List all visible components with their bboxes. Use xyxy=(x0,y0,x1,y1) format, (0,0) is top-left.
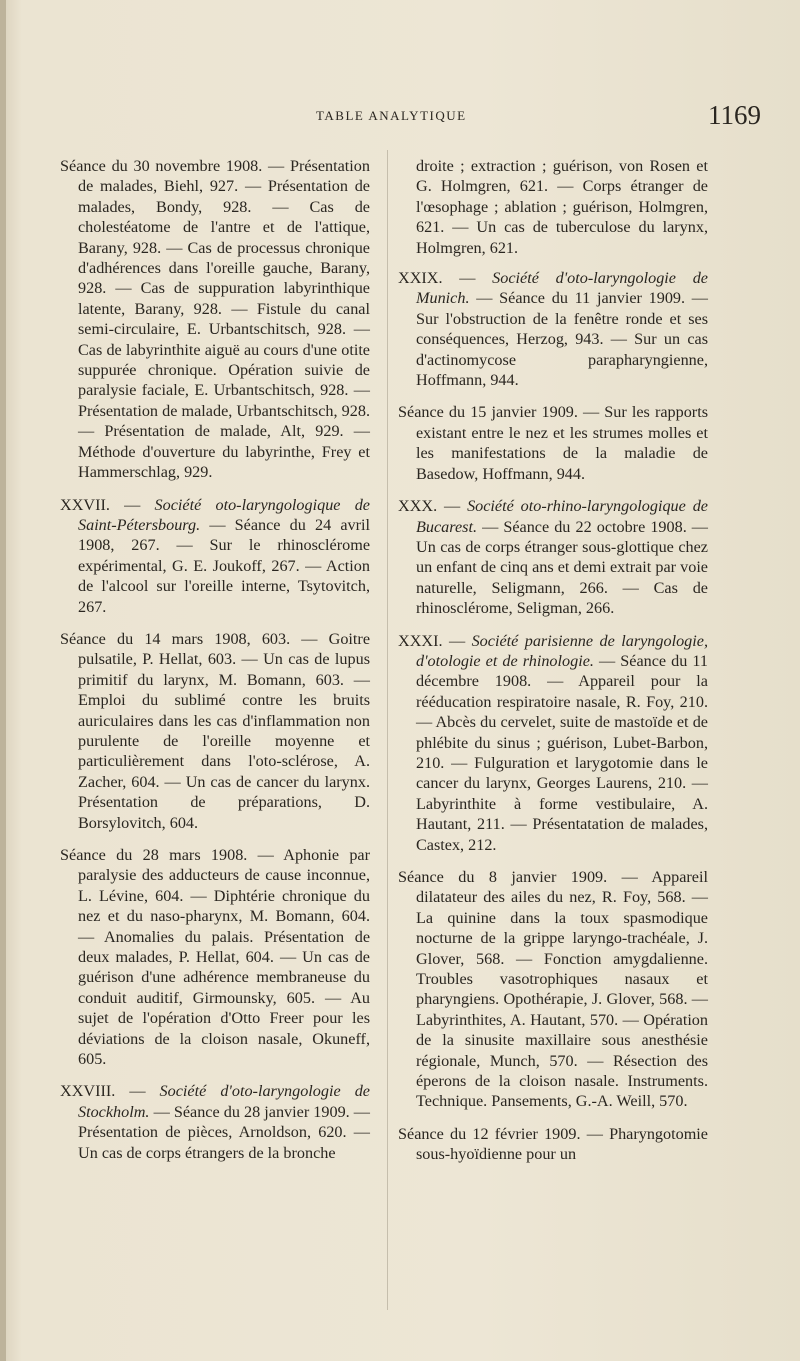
entry-paragraph: Séance du 12 février 1909. — Pharyngotomie sous-hyoïdienne pour un xyxy=(398,1124,708,1164)
running-header: TABLE ANALYTIQUE xyxy=(316,108,467,123)
column-divider xyxy=(387,150,388,1310)
page-edge xyxy=(0,0,6,1361)
left-column xyxy=(60,156,370,1175)
entry-paragraph: Séance du 14 mars 1908, 603. — Goitre pulsatile, P. Hellat, 603. — Un cas de lupus primitif du larynx, M. Bomann, 603. — Emploi du sublimé contre les bruits auriculaires dans les cas d'inflammation non purulente de l'oreille moyenne et particulièrement dans l'oto-sclérose, A. Zacher, 604. — Un cas de cancer du larynx. Présentation de préparations, D. Borsylovitch, 604. xyxy=(60,629,370,832)
section-entry: XXX. — Société oto-rhino-laryngologique de Bucarest. — Séance du 22 octobre 1908. — Un cas de corps étranger sous-glottique chez un enfant de cinq ans et demi extrait par voie naturelle, Seligmann, 266. — Cas de rhinosclérome, Seligman, 266. xyxy=(398,497,708,618)
right-column xyxy=(398,156,708,1177)
society-name: Société oto-rhino-laryngologique de Bucarest. xyxy=(416,497,708,536)
page-number: 1169 xyxy=(708,100,761,130)
society-name: Société d'oto-laryngologie de Munich. xyxy=(416,269,708,308)
society-name: Société parisienne de laryngologie, d'otologie et de rhinologie. xyxy=(416,631,709,670)
society-name: Société oto-laryngologique de Saint-Pétersbourg. xyxy=(78,495,370,534)
entry-continuation: droite ; extraction ; guérison, von Rosen et G. Holmgren, 621. — Corps étranger de l'œsophage ; ablation ; guérison, Holmgren, 621. — Un cas de tuberculose du larynx, Holmgren, 621. xyxy=(416,157,708,257)
entry-paragraph: Séance du 8 janvier 1909. — Appareil dilatateur des ailes du nez, R. Foy, 568. — La quinine dans la toux spasmodique nocturne de la grippe laryngo-trachéale, J. Glover, 568. — Fonction amygdalienne. Troubles vasotrophiques nasaux et pharyngiens. Opothérapie, J. Glover, 568. — Labyrinthites, A. Hautant, 570. — Opération de la sinusite maxillaire sous anesthésie régionale, Munch, 570. — Résection des éperons de la cloison nasale. Instruments. Technique. Pansements, G.-A. Weill, 570. xyxy=(398,868,708,1111)
section-entry: XXVIII. — Société d'oto-laryngologie de Stockholm. — Séance du 28 janvier 1909. — Présentation de pièces, Arnoldson, 620. — Un cas de corps étrangers de la bronche xyxy=(60,1082,370,1162)
society-name: Société d'oto-laryngologie de Stockholm. xyxy=(78,1082,370,1121)
entry-paragraph: Séance du 28 mars 1908. — Aphonie par paralysie des adducteurs de cause inconnue, L. Lévine, 604. — Diphtérie chronique du nez et du naso-pharynx, M. Bomann, 604. — Anomalies du palais. Présentation de deux malades, P. Hellat, 604. — Un cas de guérison d'une adhérence membraneuse du conduit auditif, Girmounsky, 605. — Au sujet de l'opération d'Otto Freer pour les déviations de la cloison nasale, Okuneff, 605. xyxy=(60,846,370,1069)
entry-paragraph: Séance du 15 janvier 1909. — Sur les rapports existant entre le nez et les strumes molles et les manifestations de la maladie de Basedow, Hoffmann, 944. xyxy=(398,403,708,483)
section-entry: XXXI. — Société parisienne de laryngologie, d'otologie et de rhinologie. — Séance du 11 décembre 1908. — Appareil pour la rééducation respiratoire nasale, R. Foy, 210. — Abcès du cervelet, suite de mastoïde et de phlébite du sinus ; guérison, Lubet-Barbon, 210. — Fulguration et larygotomie dans le cancer du larynx, Georges Laurens, 210. — Labyrinthite à forme vestibulaire, A. Hautant, 211. — Présentatation de malades, Castex, 212. xyxy=(398,631,709,854)
section-entry: XXVII. — Société oto-laryngologique de Saint-Pétersbourg. — Séance du 24 avril 1908, 267. — Sur le rhinosclérome expérimental, G. E. Joukoff, 267. — Action de l'alcool sur l'oreille interne, Tsytovitch, 267. xyxy=(60,495,370,616)
section-entry: XXIX. — Société d'oto-laryngologie de Munich. — Séance du 11 janvier 1909. — Sur l'obstruction de la fenêtre ronde et ses conséquences, Herzog, 943. — Sur un cas d'actinomycose parapharyngienne, Hoffmann, 944. xyxy=(398,269,708,390)
entry-paragraph: Séance du 30 novembre 1908. — Présentation de malades, Biehl, 927. — Présentation de malades, Bondy, 928. — Cas de cholestéatome de l'antre et de l'attique, Barany, 928. — Cas de processus chronique d'adhérences dans l'oreille gauche, Barany, 928. — Cas de suppuration labyrinthique latente, Barany, 928. — Fistule du canal semi-circulaire, E. Urbantschitsch, 928. — Cas de labyrinthite aiguë au cours d'une otite suppurée chronique. Opération suivie de paralysie faciale, E. Urbantschitsch, 928. — Présentation de malade, Urbantschitsch, 928. — Présentation de malade, Alt, 929. — Méthode d'ouverture du labyrinthe, Frey et Hammerschlag, 929. xyxy=(60,157,370,482)
